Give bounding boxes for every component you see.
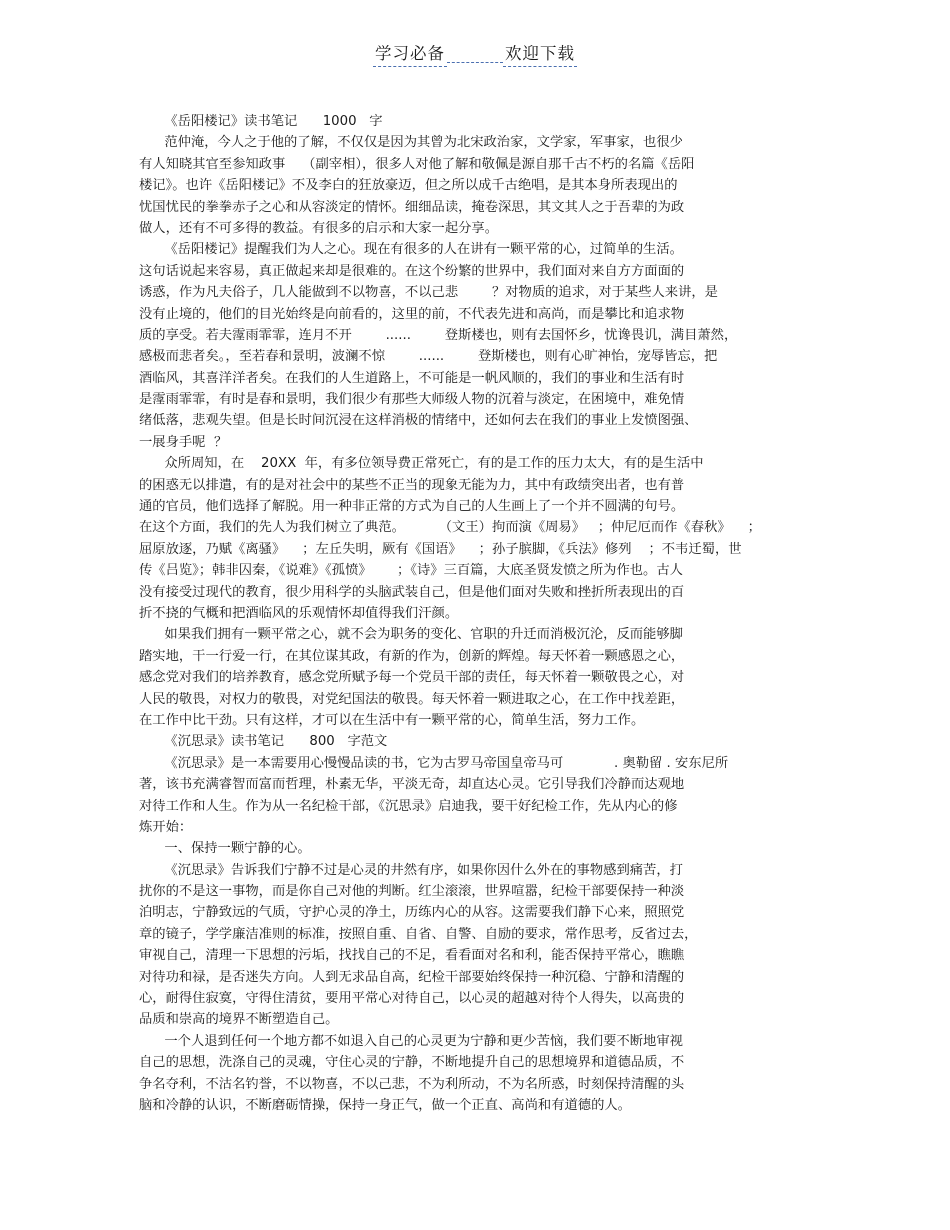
- text-line: 感极而悲者矣。，至若春和景明，波澜不惊 ...... 登斯楼也，则有心旷神怡，宠辱皆忘，把: [139, 349, 718, 365]
- text-line: 如果我们拥有一颗平常之心，就不会为职务的变化、官职的升迁而消极沉沦，反而能够脚: [139, 627, 683, 643]
- text-line: 的困惑无以排遣，有的是对社会中的某些不正当的现象无能为力，其中有政绩突出者，也有普: [139, 477, 685, 493]
- page-header: [0, 40, 950, 67]
- text-line: 踏实地，干一行爱一行，在其位谋其政，有新的作为，创新的辉煌。每天怀着一颗感恩之心，: [139, 648, 685, 664]
- text-line: 一个人退到任何一个地方都不如退入自己的心灵更为宁静和更少苦恼，我们要不断地审视: [139, 1033, 683, 1049]
- text-line: 传《吕览》；韩非囚秦，《说难》《孤愤》 ；《诗》三百篇，大底圣贤发愤之所为作也。古人: [139, 563, 683, 579]
- document-body: [139, 111, 799, 1116]
- text-line: 炼开始：: [139, 819, 193, 835]
- text-line: 忧国忧民的拳拳赤子之心和从容淡定的情怀。细细品读，掩卷深思，其文其人之于吾辈的为政: [139, 199, 685, 215]
- text-line: 著，该书充满睿智而富而哲理，朴素无华，平淡无奇，却直达心灵。它引导我们冷静而达观地: [139, 777, 685, 793]
- header-left-text: 学习必备: [373, 40, 447, 67]
- text-line: 章的镜子，学学廉洁准则的标准，按照自重、自省、自警、自励的要求，常作思考，反省过去，: [139, 926, 698, 942]
- text-line: 《岳阳楼记》读书笔记 1000 字: [139, 114, 383, 129]
- text-line: 《岳阳楼记》提醒我们为人之心。现在有很多的人在讲有一颗平常的心，过简单的生活。: [139, 242, 683, 258]
- text-line: 自己的思想，洗涤自己的灵魂，守住心灵的宁静，不断地提升自己的思想境界和道德品质，不: [139, 1055, 685, 1071]
- text-line: 感念党对我们的培养教育，感念党所赋予每一个党员干部的责任，每天怀着一颗敬畏之心，对: [139, 670, 685, 686]
- text-line: 泊明志，宁静致远的气质，守护心灵的净土，历练内心的从容。这需要我们静下心来，照照党: [139, 905, 685, 921]
- text-line: 在这个方面，我们的先人为我们树立了典范。 （文王）拘而演《周易》 ；仲尼厄而作《春秋》 ；: [139, 520, 761, 536]
- text-line: 质的享受。若夫霪雨霏霏，连月不开 ...... 登斯楼也，则有去国怀乡，忧谗畏讥，满目萧然，: [139, 327, 738, 343]
- text-line: 屈原放逐，乃赋《离骚》 ；左丘失明，厥有《国语》 ；孙子膑脚，《兵法》修列 ；不韦迁蜀，世: [139, 541, 742, 557]
- text-line: 一展身手呢 ？: [139, 434, 228, 450]
- text-line: 争名夺利，不沽名钓誉，不以物喜，不以己悲，不为利所动，不为名所惑，时刻保持清醒的头: [139, 1076, 685, 1092]
- text-line: 脑和冷静的认识，不断磨砺情操，保持一身正气，做一个正直、高尚和有道德的人。: [139, 1097, 631, 1113]
- text-line: 范仲淹，今人之于他的了解，不仅仅是因为其曾为北宋政治家，文学家，军事家，也很少: [139, 135, 683, 151]
- text-line: 人民的敬畏，对权力的敬畏，对党纪国法的敬畏。每天怀着一颗进取之心，在工作中找差距，: [139, 691, 685, 707]
- text-line: 有人知晓其官至参知政事 （副宰相），很多人对他了解和敬佩是源自那千古不朽的名篇《岳阳: [139, 156, 695, 172]
- text-line: 对待功和禄，是否迷失方向。人到无求品自高，纪检干部要始终保持一种沉稳、宁静和清醒的: [139, 969, 685, 985]
- text-line: 在工作中比干劲。只有这样，才可以在生活中有一颗平常的心，简单生活，努力工作。: [139, 712, 645, 728]
- text-line: 众所周知，在 20XX 年，有多位领导费正常死亡，有的是工作的压力太大，有的是生活中: [139, 456, 704, 472]
- text-line: 扰你的不是这一事物，而是你自己对他的判断。红尘滚滚，世界喧嚣，纪检干部要保持一种淡: [139, 884, 685, 900]
- text-line: 楼记》。也许《岳阳楼记》不及李白的狂放豪迈，但之所以成千古绝唱，是其本身所表现出的: [139, 178, 678, 194]
- text-line: 诱惑，作为凡夫俗子，几人能做到不以物喜，不以己悲 ？对物质的追求，对于某些人来讲，是: [139, 285, 718, 301]
- text-line: 没有接受过现代的教育，很少用科学的头脑武装自己，但是他们面对失败和挫折所表现出的百: [139, 584, 685, 600]
- text-line: 绪低落，悲观失望。但是长时间沉浸在这样消极的情绪中，还如何去在我们的事业上发愤图强、: [139, 413, 698, 429]
- header-right-text: 欢迎下载: [503, 40, 577, 67]
- text-line: 通的官员，他们选择了解脱。用一种非正常的方式为自己的人生画上了一个并不圆满的句号。: [139, 499, 685, 515]
- text-line: 做人，还有不可多得的教益。有很多的启示和大家一起分享。: [139, 220, 499, 236]
- text-line: 《沉思录》是一本需要用心慢慢品读的书，它为古罗马帝国皇帝马可 . 奥勒留 . 安东尼所: [139, 755, 729, 771]
- text-line: 品质和崇高的境界不断塑造自己。: [139, 1012, 339, 1028]
- text-line: 对待工作和人生。作为从一名纪检干部，《沉思录》启迪我，要干好纪检工作，先从内心的修: [139, 798, 678, 814]
- header-dashed-separator: [447, 61, 503, 63]
- text-line: 折不挠的气概和把酒临风的乐观情怀却值得我们汗颜。: [139, 605, 459, 621]
- text-line: 没有止境的，他们的目光始终是向前看的，这里的前，不代表先进和高尚，而是攀比和追求物: [139, 306, 685, 322]
- text-line: 《沉思录》读书笔记 800 字范文: [139, 734, 388, 750]
- text-line: 这句话说起来容易，真正做起来却是很难的。在这个纷繁的世界中，我们面对来自方方面面的: [139, 263, 685, 279]
- text-line: 是霪雨霏霏，有时是春和景明，我们很少有那些大师级人物的沉着与淡定，在困境中，难免情: [139, 392, 685, 408]
- text-line: 酒临风，其喜洋洋者矣。在我们的人生道路上，不可能是一帆风顺的，我们的事业和生活有时: [139, 370, 685, 386]
- text-line: 《沉思录》告诉我们宁静不过是心灵的井然有序，如果你因什么外在的事物感到痛苦，打: [139, 862, 683, 878]
- text-line: 一、保持一颗宁静的心。: [139, 841, 311, 857]
- text-line: 心，耐得住寂寞，守得住清贫，要用平常心对待自己，以心灵的超越对待个人得失，以高贵的: [139, 991, 685, 1007]
- text-line: 审视自己，清理一下思想的污垢，找找自己的不足，看看面对名和利，能否保持平常心，瞧瞧: [139, 948, 685, 964]
